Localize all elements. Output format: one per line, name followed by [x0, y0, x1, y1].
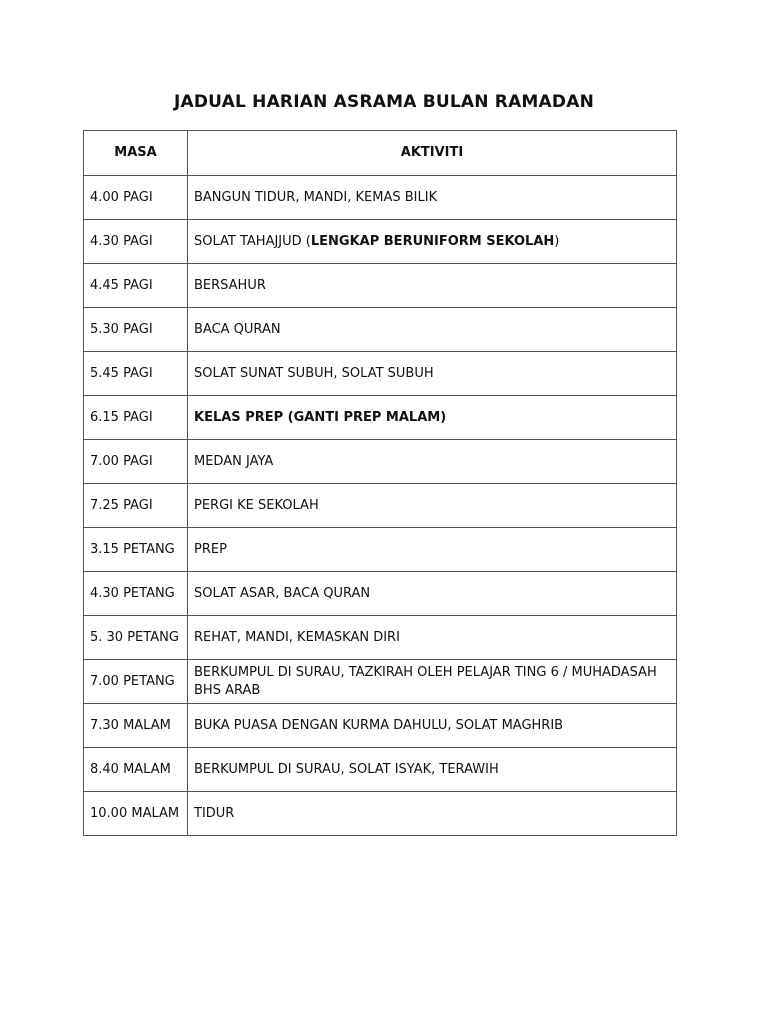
table-row	[84, 440, 677, 484]
table-header-row	[84, 131, 677, 176]
time-cell: 4.00 PAGI	[84, 176, 188, 220]
table-row	[84, 660, 677, 704]
activity-cell: REHAT, MANDI, KEMASKAN DIRI	[188, 616, 677, 660]
activity-cell: BERKUMPUL DI SURAU, SOLAT ISYAK, TERAWIH	[188, 748, 677, 792]
time-cell: 6.15 PAGI	[84, 396, 188, 440]
activity-text: SOLAT TAHAJJUD (	[194, 233, 311, 249]
time-cell: 5.30 PAGI	[84, 308, 188, 352]
time-cell: 4.45 PAGI	[84, 264, 188, 308]
activity-cell: MEDAN JAYA	[188, 440, 677, 484]
activity-cell: BERKUMPUL DI SURAU, TAZKIRAH OLEH PELAJAR TING 6 / MUHADASAH BHS ARAB	[188, 660, 677, 704]
time-cell: 3.15 PETANG	[84, 528, 188, 572]
activity-cell: BUKA PUASA DENGAN KURMA DAHULU, SOLAT MAGHRIB	[188, 704, 677, 748]
activity-cell: SOLAT SUNAT SUBUH, SOLAT SUBUH	[188, 352, 677, 396]
table-row	[84, 220, 677, 264]
time-cell: 7.00 PAGI	[84, 440, 188, 484]
time-cell: 7.30 MALAM	[84, 704, 188, 748]
activity-cell: TIDUR	[188, 792, 677, 836]
activity-cell	[188, 220, 677, 264]
activity-cell: BANGUN TIDUR, MANDI, KEMAS BILIK	[188, 176, 677, 220]
table-row	[84, 616, 677, 660]
page-title: JADUAL HARIAN ASRAMA BULAN RAMADAN	[173, 92, 595, 112]
table-row	[84, 176, 677, 220]
table-row	[84, 704, 677, 748]
time-cell: 5.45 PAGI	[84, 352, 188, 396]
table-row	[84, 308, 677, 352]
time-cell: 7.25 PAGI	[84, 484, 188, 528]
table-row	[84, 484, 677, 528]
time-cell: 10.00 MALAM	[84, 792, 188, 836]
table-row	[84, 572, 677, 616]
time-cell: 5. 30 PETANG	[84, 616, 188, 660]
activity-cell: BACA QURAN	[188, 308, 677, 352]
table-row	[84, 748, 677, 792]
header-aktiviti: AKTIVITI	[188, 131, 677, 176]
table-row	[84, 396, 677, 440]
schedule-table	[83, 130, 677, 836]
time-cell: 8.40 MALAM	[84, 748, 188, 792]
table-row	[84, 792, 677, 836]
activity-cell: BERSAHUR	[188, 264, 677, 308]
time-cell: 7.00 PETANG	[84, 660, 188, 704]
table-row	[84, 528, 677, 572]
activity-emphasis: LENGKAP BERUNIFORM SEKOLAH	[310, 233, 555, 249]
time-cell: 4.30 PAGI	[84, 220, 188, 264]
table-row	[84, 352, 677, 396]
time-cell: 4.30 PETANG	[84, 572, 188, 616]
table-row	[84, 264, 677, 308]
header-masa: MASA	[84, 131, 188, 176]
activity-cell: PREP	[188, 528, 677, 572]
activity-cell: PERGI KE SEKOLAH	[188, 484, 677, 528]
activity-text-end: )	[554, 233, 560, 249]
activity-cell: SOLAT ASAR, BACA QURAN	[188, 572, 677, 616]
activity-cell: KELAS PREP (GANTI PREP MALAM)	[188, 396, 677, 440]
